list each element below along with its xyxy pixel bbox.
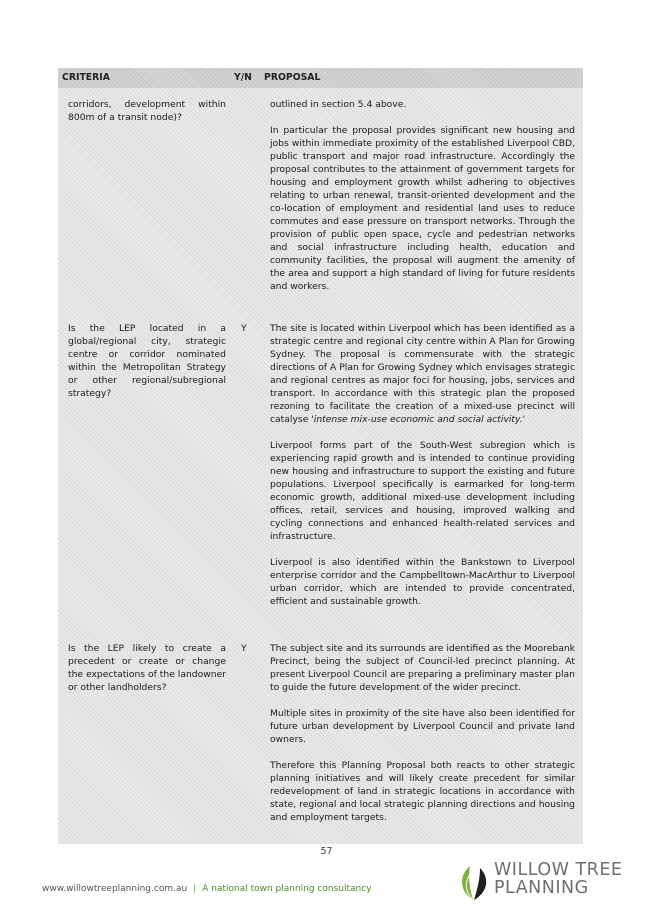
footer [42,884,372,894]
logo-text-line1: WILLOW TREE [494,860,623,880]
proposal-cell [270,642,575,824]
yn-cell: Y [241,643,247,654]
leaf-logo-icon [454,862,492,902]
yn-cell: Y [241,323,247,334]
header-criteria: CRITERIA [62,72,110,83]
proposal-cell [270,322,575,608]
footer-tagline: A national town planning consultancy [202,884,372,894]
proposal-cell [270,98,575,293]
proposal-paragraph: Liverpool forms part of the South-West subregion which is experiencing rapid growth and is intended to continue providing new housing and infrastructure to support the existing and future populations. Liverpool specifically is earmarked for long-term economic growth, additional mixed-use development including offices, retail, services and housing, improved walking and cycling connections and enhanced health-related services and infrastructure. [270,440,575,542]
page-number: 57 [320,846,333,857]
company-logo [454,862,629,902]
header-proposal: PROPOSAL [264,72,321,83]
footer-url[interactable]: www.willowtreeplanning.com.au [42,884,188,894]
proposal-paragraph: Multiple sites in proximity of the site have also been identified for future urban development by Liverpool Council and private land owners. [270,708,575,745]
header-yn: Y/N [234,72,252,83]
proposal-quote: 'intense mix-use economic and social activity.' [311,414,526,425]
criteria-cell: Is the LEP located in a global/regional city, strategic centre or corridor nominated within the Metropolitan Strategy or other regional/subregional strategy? [68,323,226,399]
criteria-cell: Is the LEP likely to create a precedent or create or change the expectations of the landowner or other landholders? [68,643,226,693]
proposal-paragraph: Liverpool is also identified within the Bankstown to Liverpool enterprise corridor and the Campbelltown-MacArthur to Liverpool urban corridor, which are intended to provide concentrated, efficient and sustainable growth. [270,557,575,607]
proposal-text: The site is located within Liverpool which has been identified as a strategic centre and regional city centre within A Plan for Growing Sydney. The proposal is commensurate with the strategic directions of A Plan for Growing Sydney which envisages strategic and regional centres as major foci for housing, jobs, services and transport. In accordance with this strategic plan the proposed rezoning to facilitate the creation of a mixed-use precinct will catalyse [270,323,575,425]
proposal-paragraph: outlined in section 5.4 above. [270,99,407,110]
logo-text-line2: PLANNING [494,878,589,898]
table-header [58,68,583,88]
proposal-paragraph [270,322,575,426]
footer-separator: | [193,884,197,894]
proposal-paragraph: The subject site and its surrounds are identified as the Moorebank Precinct, being the subject of Council-led precinct planning. At present Liverpool Council are preparing a preliminary master plan to guide the future development of the wider precinct. [270,643,575,693]
criteria-table [58,68,583,844]
proposal-paragraph: In particular the proposal provides significant new housing and jobs within immediate proximity of the established Liverpool CBD, public transport and major road infrastructure. Accordingly the proposal contributes to the attainment of government targets for housing and employment growth whilst adhering to objectives relating to urban renewal, transit-oriented development and the co-location of employment and residential land uses to reduce commutes and ease pressure on transport networks. Through the provision of public open space, cycle and pedestrian networks and social infrastructure including health, education and community facilities, the proposal will augment the amenity of the area and support a high standard of living for future residents and workers. [270,125,575,292]
criteria-cell: corridors, development within 800m of a transit node)? [68,99,226,123]
proposal-paragraph: Therefore this Planning Proposal both reacts to other strategic planning initiatives and will likely create precedent for similar redevelopment of land in strategic locations in accordance with state, regional and local strategic planning directions and housing and employment targets. [270,760,575,823]
